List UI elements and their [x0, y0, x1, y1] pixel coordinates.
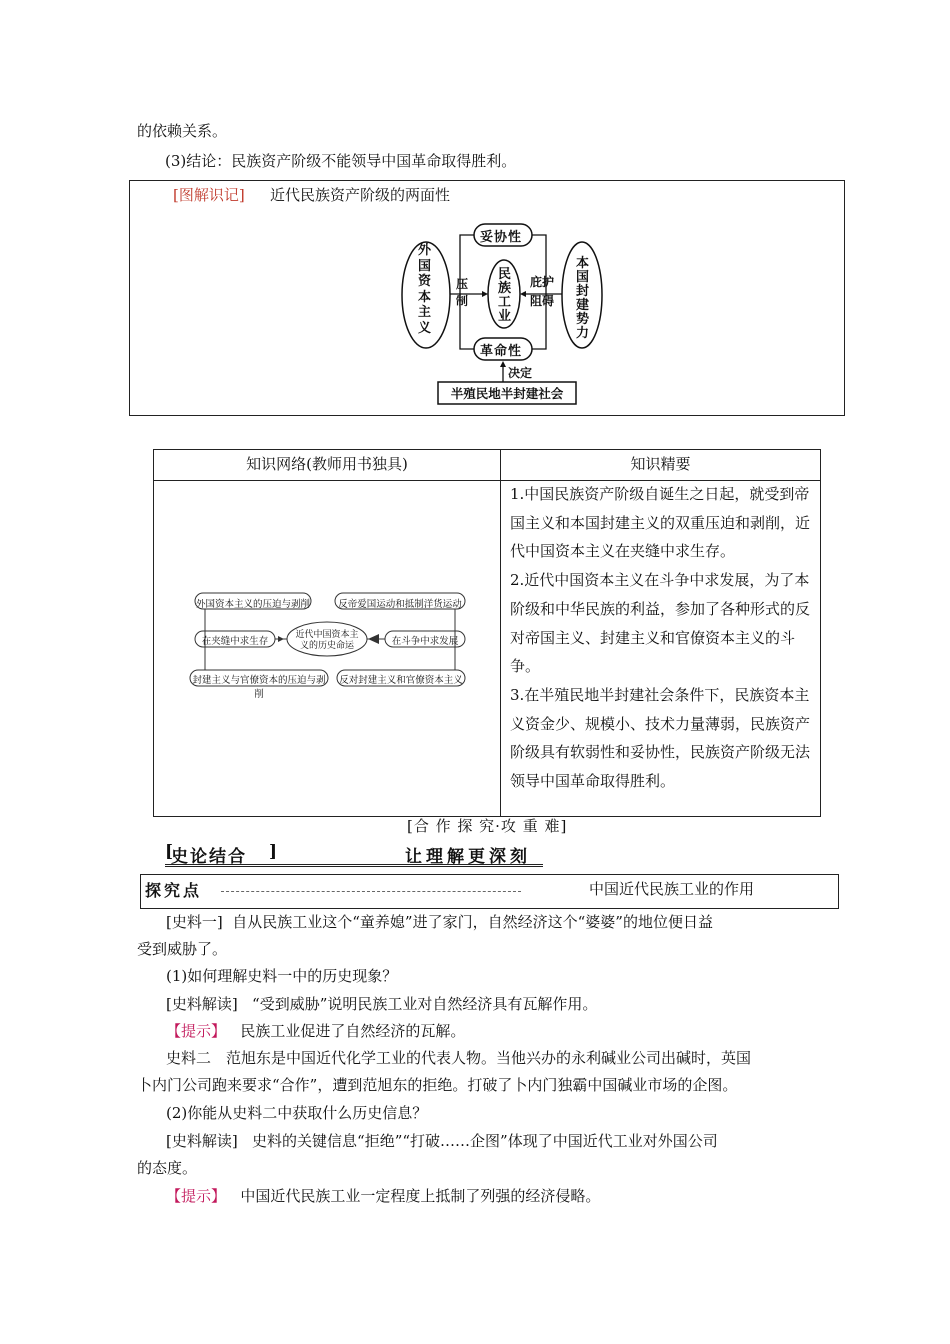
reading-2-line-a [166, 1131, 718, 1151]
reading-2-line-b: 的态度。 [137, 1159, 198, 1177]
essential-point: 3.在半殖民地半封建社会条件下，民族资本主义资金少、规模小、技术力量薄弱，民族资产阶级具有软弱性和妥协性，民族资产阶级无法领导中国革命取得胜利。 [510, 685, 811, 791]
hinder-label: 阻碍 [530, 294, 555, 308]
net-left-top: 外国资本主义的压迫与剥削 [195, 599, 310, 610]
compromise-label: 妥协性 [480, 230, 523, 245]
suppress-label: 压制 [456, 277, 469, 308]
essential-point: 2.近代中国资本主义在斗争中求发展，为了本阶级和中华民族的利益，参加了各种形式的反对帝国主义、封建主义和官僚资本主义的斗争。 [510, 571, 811, 676]
net-center: 近代中国资本主义的历史命运 [295, 630, 359, 651]
tip-1-tag: 【提示】 [166, 1022, 227, 1040]
tip-2 [166, 1186, 600, 1206]
tip-1 [166, 1021, 465, 1041]
section-subtitle: [合 作 探 究·攻 重 难] [407, 817, 568, 835]
reading-1-tag: [史料解读] [166, 995, 238, 1013]
banner-left: 史论结合 [171, 847, 247, 867]
explore-point-box [140, 874, 839, 909]
material-1-text: 自从民族工业这个“童养媳”进了家门，自然经济这个“婆婆”的地位便日益 [232, 913, 713, 931]
conclusion-line: (3)结论：民族资产阶级不能领导中国革命取得胜利。 [165, 152, 517, 170]
net-left-mid: 在夹缝中求生存 [201, 636, 269, 647]
material-2-line-b: 卜内门公司跑来要求“合作”，遭到范旭东的拒绝。打破了卜内门独霸中国碱业市场的企图。 [137, 1076, 738, 1094]
left-oval-text: 外国资本主义 [418, 243, 432, 336]
intro-line-1: 的依赖关系。 [137, 122, 228, 140]
reading-2-tag: [史料解读] [166, 1132, 238, 1150]
figure-title: 近代民族资产阶级的两面性 [270, 186, 451, 204]
question-1: (1)如何理解史料一中的历史现象？ [166, 967, 398, 985]
net-right-mid: 在斗争中求发展 [391, 636, 459, 647]
material-1-line-b: 受到威胁了。 [137, 940, 228, 958]
tip-1-text: 民族工业促进了自然经济的瓦解。 [240, 1022, 466, 1040]
reading-1-text: “受到威胁”说明民族工业对自然经济具有瓦解作用。 [252, 995, 598, 1013]
figure-tag: [图解识记] [173, 186, 245, 204]
net-right-bot: 反对封建主义和官僚资本主义 [339, 675, 463, 686]
center-oval-text: 民族工业 [498, 267, 512, 324]
base-box-text: 半殖民地半封建社会 [450, 386, 564, 401]
explore-label: 探究点 [145, 881, 203, 900]
revolution-label: 革命性 [480, 344, 523, 359]
explore-title: 中国近代民族工业的作用 [589, 880, 755, 898]
reading-1 [166, 994, 597, 1014]
reading-2-text: 史料的关键信息“拒绝”“打破……企图”体现了中国近代工业对外国公司 [252, 1132, 718, 1150]
protect-label: 庇护 [530, 275, 555, 289]
decide-label: 决定 [508, 366, 533, 380]
material-1-line-a [166, 912, 713, 932]
material-2-line-a: 史料二 范旭东是中国近代化学工业的代表人物。当他兴办的永利碱业公司出碱时，英国 [166, 1049, 752, 1067]
right-oval-text: 本国封建势力 [576, 256, 590, 341]
tip-2-text: 中国近代民族工业一定程度上抵制了列强的经济侵略。 [240, 1187, 601, 1205]
net-left-bot: 封建主义与官僚资本的压迫与剥削 [192, 675, 326, 700]
material-1-tag: [史料一] [166, 913, 223, 931]
banner-right: 让理解更深刻 [405, 847, 531, 867]
col-network-header: 知识网络(教师用书独具) [154, 450, 500, 481]
section-banner: 史论结合 让理解更深刻 [ ] [165, 842, 543, 867]
essentials-list [510, 480, 815, 796]
col-essentials-header: 知识精要 [501, 450, 820, 481]
tip-2-tag: 【提示】 [166, 1187, 227, 1205]
question-2: (2)你能从史料二中获取什么历史信息？ [166, 1104, 428, 1122]
net-right-top: 反帝爱国运动和抵制洋货运动 [338, 599, 462, 610]
essential-point: 1.中国民族资产阶级自诞生之日起，就受到帝国主义和本国封建主义的双重压迫和剥削，近代中国资本主义在夹缝中求生存。 [510, 485, 811, 561]
